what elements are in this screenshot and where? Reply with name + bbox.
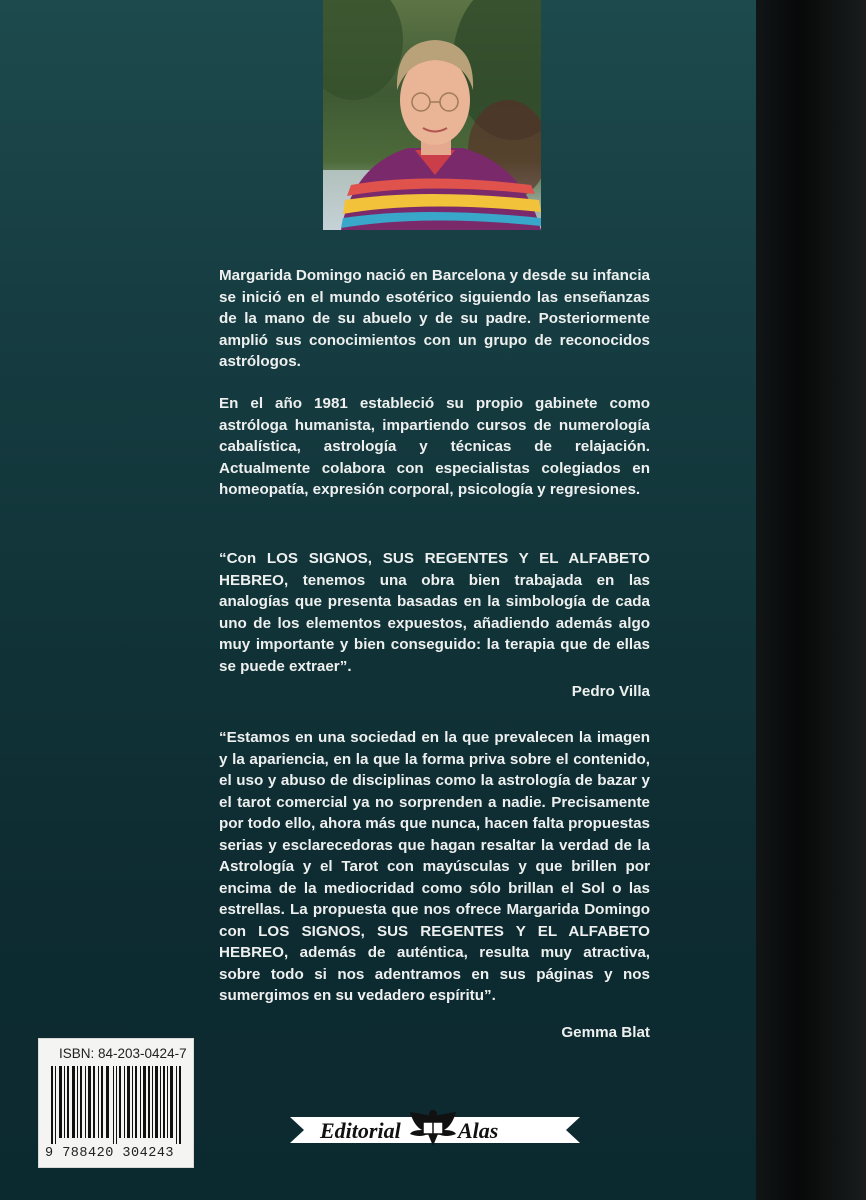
author-bio-paragraph-2: En el año 1981 estableció su propio gabinete como astróloga humanista, impartiendo cursos de numerología cabalística, astrología y técnicas de relajación. Actualmente colabora con especialistas colegiados en homeopatía, expresión corporal, psicología y regresiones. [219, 395, 650, 498]
publisher-name-left: Editorial [320, 1118, 401, 1143]
author-bio-paragraph-1: Margarida Domingo nació en Barcelona y desde su infancia se inició en el mundo esotérico siguiendo las enseñanzas de la mano de su abuelo y de su padre. Posteriormente amplió sus conocimientos con un grupo de reconocidos astrólogos. [219, 267, 650, 370]
barcode-bars [49, 1066, 183, 1144]
author-photo [323, 0, 541, 230]
quote-2-text: “Estamos en una sociedad en la que prevalecen la imagen y la apariencia, en la que la forma priva sobre el contenido, el uso y abuso de disciplinas como la astrología de bazar y el tarot comercial ya no sorprenden a nadie. Precisamente por todo ello, ahora más que nunca, hacen falta propuestas serias y esclarecedoras que hagan resaltar la verdad de la Astrología y el Tarot con mayúsculas y que brillen por encima de la mediocridad como sólo brillan el Sol o las estrellas. La propuesta que nos ofrece Margarida Domingo con LOS SIGNOS, SUS REGENTES Y EL ALFABETO HEBREO, además de auténtica, resulta muy atractiva, sobre todo si nos adentramos en sus páginas y nos sumergimos en su vedadero espíritu”. [219, 729, 650, 1004]
publisher-logo [290, 1108, 580, 1152]
quote-1-author: Pedro Villa [571, 683, 650, 700]
isbn-text: ISBN: 84-203-0424-7 [59, 1046, 187, 1061]
publisher-name-right: Alas [458, 1118, 499, 1143]
winged-book-emblem-icon [408, 1108, 458, 1152]
quote-1-text: “Con LOS SIGNOS, SUS REGENTES Y EL ALFABETO HEBREO, tenemos una obra bien trabajada en las analogías que presenta basadas en la simbología de cada uno de los elementos expuestos, añadiendo además algo muy importante y bien conseguido: la terapia que de ellas se puede extraer”. [219, 550, 650, 675]
quote-2-author: Gemma Blat [561, 1024, 650, 1041]
barcode-label [38, 1038, 194, 1168]
book-spine-shadow [756, 0, 866, 1200]
barcode-number: 9 788420 304243 [45, 1146, 175, 1161]
